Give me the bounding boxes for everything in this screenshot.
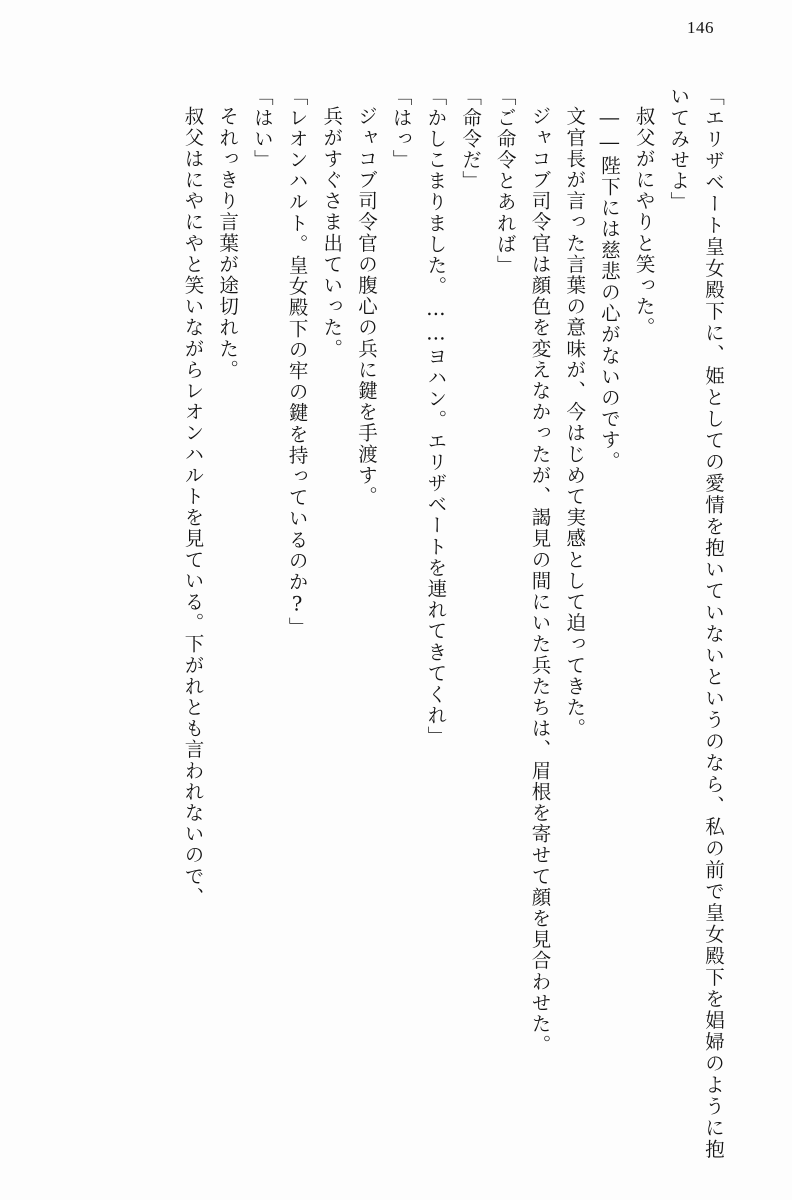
paragraph: 叔父はにやにやと笑いながらレオンハルトを見ている。下がれとも言われないので、 (181, 105, 205, 908)
paragraph: 「命令だ」 (459, 86, 483, 192)
paragraph: 「エリザベート皇女殿下に、姫としての愛情を抱いていないというのなら、私の前で皇女殿下を娼婦のように抱いてみせよ」 (667, 86, 725, 1160)
paragraph: ジャコブ司令官は顔色を変えなかったが、謁見の間にいた兵たちは、眉根を寄せて顔を見合わせた。 (528, 105, 552, 1055)
paragraph: 「はい」 (250, 86, 274, 171)
page-text-body (52, 86, 730, 1160)
paragraph: 文官長が言った言葉の意味が、今はじめて実感として迫ってきた。 (563, 105, 587, 739)
page-number: 146 (687, 18, 714, 37)
paragraph: 叔父がにやりと笑った。 (632, 105, 656, 338)
paragraph: それっきり言葉が途切れた。 (216, 105, 240, 380)
paragraph: 「レオンハルト。皇女殿下の牢の鍵を持っているのか?」 (285, 86, 309, 639)
paragraph: 「はっ」 (389, 86, 413, 171)
paragraph: 「かしこまりました。……ヨハン。エリザベートを連れてきてくれ」 (424, 86, 448, 748)
paragraph: ――陛下には慈悲の心がないのです。 (597, 105, 621, 472)
paragraph: 兵がすぐさま出ていった。 (320, 105, 344, 359)
paragraph: ジャコブ司令官の腹心の兵に鍵を手渡す。 (354, 105, 378, 507)
paragraph: 「ご命令とあれば」 (493, 86, 517, 276)
